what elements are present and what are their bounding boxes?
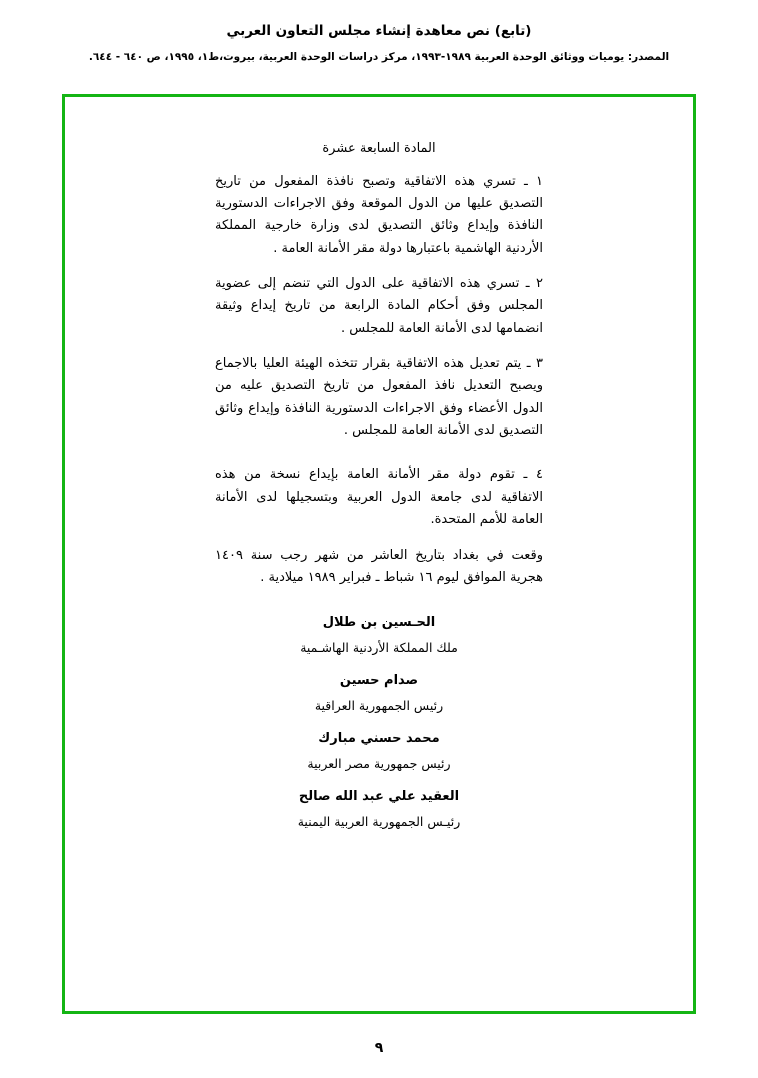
signatory-name: الحـسين بن طلال [322, 615, 436, 631]
article-heading: المادة السابعة عشرة [322, 141, 436, 156]
signatory-role: ملك المملكة الأردنية الهاشـمية [300, 640, 458, 656]
clause-2: ٢ ـ تسري هذه الاتفاقية على الدول التي تنضم إلى عضوية المجلس وفق أحكام المادة الرابعة من تاريخ إيداع وثيقة انضمامها لدى الأمانة العامة للمجلس . [215, 275, 543, 336]
signatory-name: محمد حسني مبارك [318, 731, 440, 747]
signing-statement: وقعت في بغداد بتاريخ العاشر من شهر رجب سنة ١٤٠٩ هجرية الموافق ليوم ١٦ شباط ـ فبراير ١٩٨٩ ميلادية . [215, 547, 543, 585]
page-title: (تابع) نص معاهدة إنشاء مجلس التعاون العربي [226, 23, 532, 39]
signatory-role: رئيـس الجمهورية العربية اليمنية [297, 814, 461, 830]
clause-4: ٤ ـ تقوم دولة مقر الأمانة العامة بإيداع نسخة من هذه الاتفاقية لدى جامعة الدول العربية وبتسجيلها لدى الأمانة العامة للأمم المتحدة. [215, 467, 543, 528]
clause-3: ٣ ـ يتم تعديل هذه الاتفاقية بقرار تتخذه الهيئة العليا بالاجماع ويصبح التعديل نافذ المفعول من تاريخ التصديق عليه من الدول الأعضاء وفق الاجراءات الدستورية النافذة وإيداع وثائق التصديق لدى الأمانة العامة للمجلس . [215, 356, 543, 439]
signatories-list [215, 615, 543, 829]
signatory-name: العقيد علي عبد الله صالح [298, 789, 460, 805]
signatory-role: رئيس الجمهورية العراقية [314, 698, 444, 714]
signatory-name: صدام حسين [339, 673, 419, 689]
document-body [65, 97, 693, 1011]
clause-1: ١ ـ تسري هذه الاتفاقية وتصبح نافذة المفعول من تاريخ التصديق عليها من الدول الموقعة وفق الاجراءات الدستورية النافذة وإيداع وثائق التصديق لدى وزارة خارجية المملكة الأردنية الهاشمية باعتبارها دولة مقر الأمانة العامة . [215, 173, 543, 256]
content-frame [62, 94, 696, 1014]
page-number: ٩ [374, 1040, 384, 1056]
source-citation: المصدر: يوميات ووثائق الوحدة العربية ١٩٨٩-١٩٩٣، مركز دراسات الوحدة العربية، بيروت،ط١، ١٩٩٥، ص ٦٤٠ - ٦٤٤. [88, 50, 670, 63]
signatory-role: رئيس جمهورية مصر العربية [307, 756, 451, 772]
document-header [0, 0, 758, 65]
